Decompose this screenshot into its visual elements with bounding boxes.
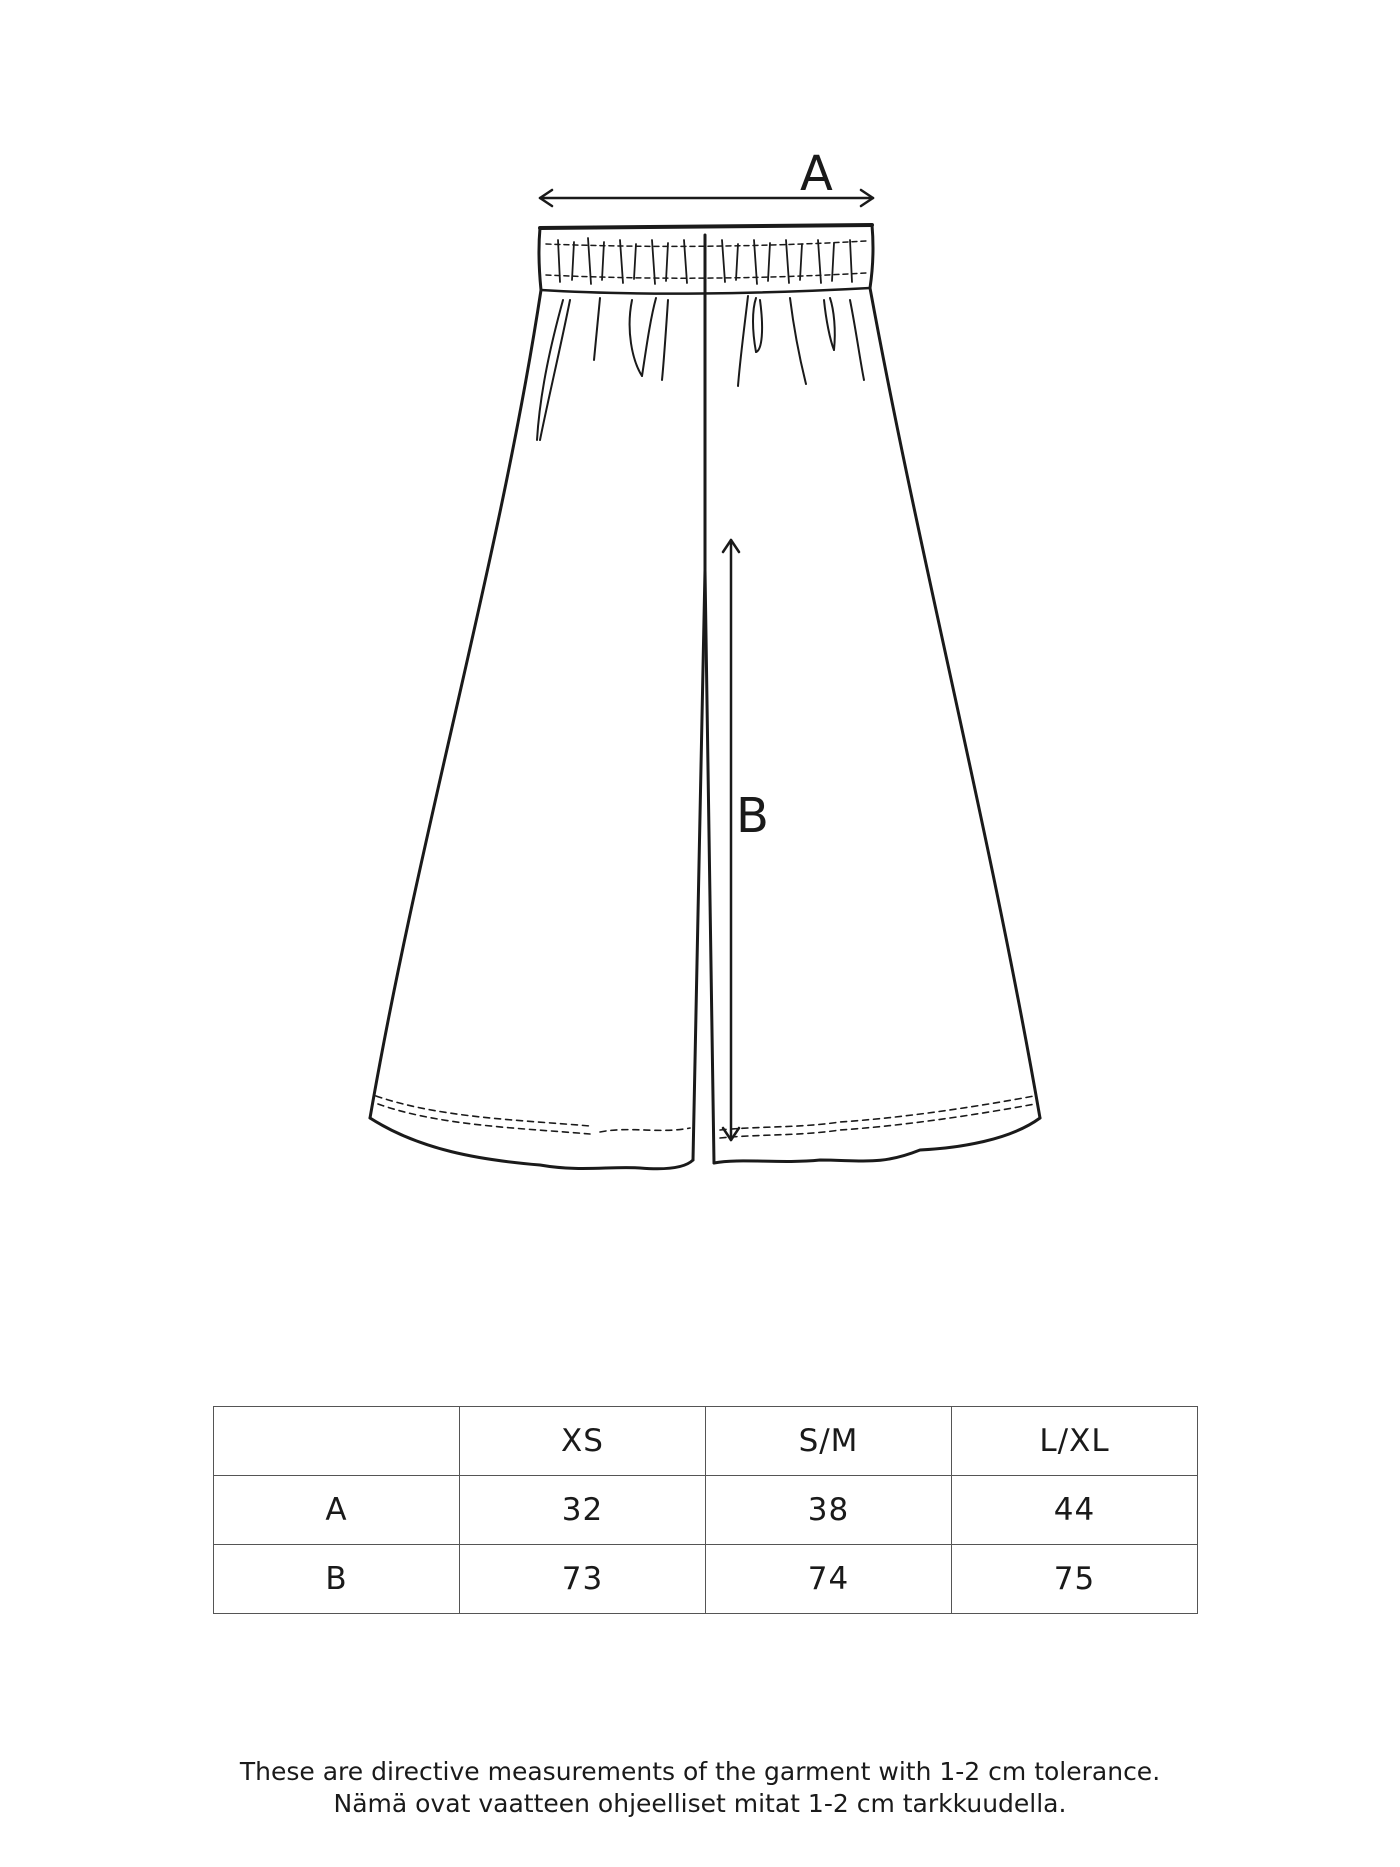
table-row: [214, 1545, 1198, 1614]
note-line-english: These are directive measurements of the garment with 1-2 cm tolerance.: [239, 1757, 1161, 1786]
table-cell: 75: [952, 1545, 1198, 1614]
table-header-row: [214, 1407, 1198, 1476]
size-table: [213, 1406, 1198, 1614]
label-a: A: [800, 146, 833, 202]
table-cell: 44: [952, 1476, 1198, 1545]
label-b: B: [736, 788, 769, 844]
note-line-finnish: Nämä ovat vaatteen ohjeelliset mitat 1-2 cm tarkkuudella.: [333, 1789, 1067, 1818]
row-label: B: [214, 1545, 460, 1614]
row-label: A: [214, 1476, 460, 1545]
table-header-cell: S/M: [706, 1407, 952, 1476]
table-cell: 32: [460, 1476, 706, 1545]
table-row: [214, 1476, 1198, 1545]
pants-outline: [370, 235, 1040, 1169]
measurement-note: [0, 1756, 1400, 1820]
table-cell: 38: [706, 1476, 952, 1545]
table-cell: 74: [706, 1545, 952, 1614]
table-header-cell: XS: [460, 1407, 706, 1476]
table-cell: 73: [460, 1545, 706, 1614]
table-header-cell: L/XL: [952, 1407, 1198, 1476]
table-header-cell: [214, 1407, 460, 1476]
